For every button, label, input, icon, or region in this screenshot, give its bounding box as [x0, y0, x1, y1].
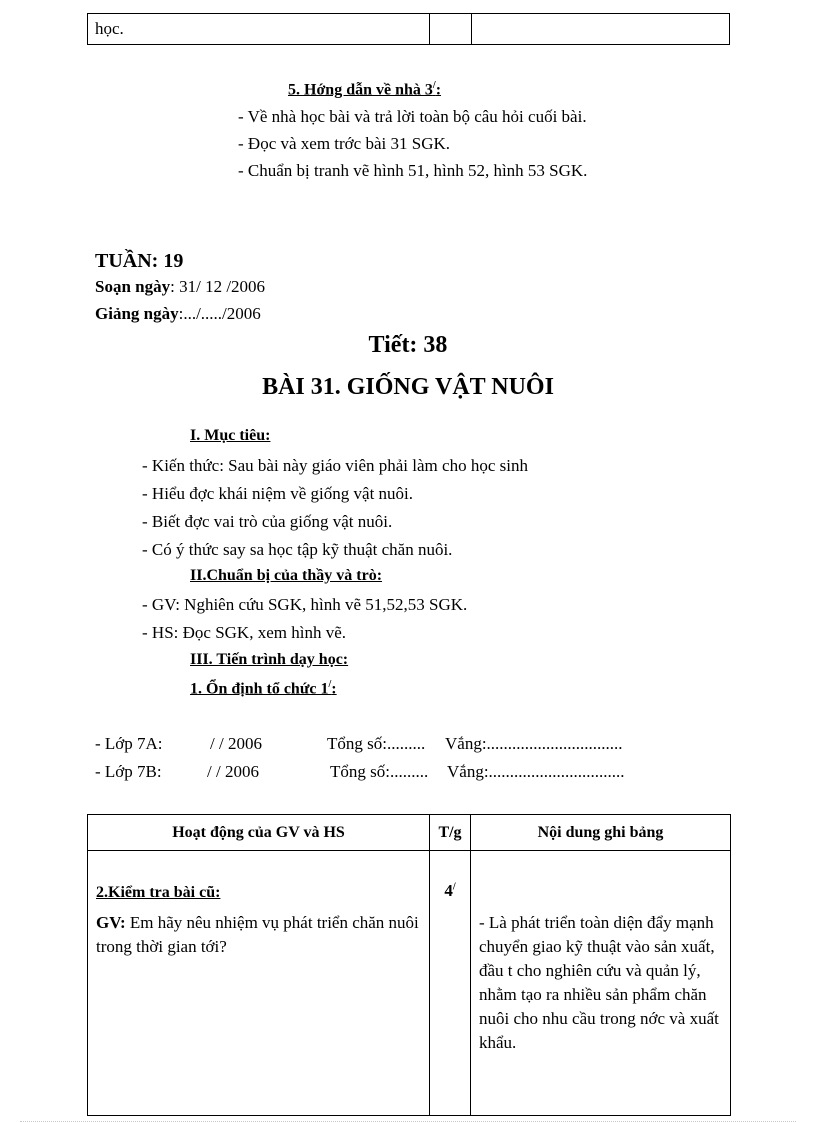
- class-name: - Lớp 7B:: [95, 762, 162, 781]
- lesson-period: Tiết: 38: [368, 332, 448, 358]
- class-absent: Vắng:................................: [445, 734, 623, 753]
- prep-date: [95, 277, 265, 297]
- week-label: TUẦN: 19: [95, 250, 184, 272]
- homework-title-text: 5. Hớng dẫn về nhà 3: [288, 81, 433, 99]
- lesson-title: BÀI 31. GIỐNG VẬT NUÔI: [262, 374, 554, 400]
- objectives-title: I. Mục tiêu:: [190, 427, 271, 444]
- teach-date: [95, 304, 261, 324]
- class-name: - Lớp 7A:: [95, 734, 163, 753]
- preparation-title: II.Chuẩn bị của thầy và trò:: [190, 567, 383, 584]
- review-question: [96, 911, 421, 959]
- header-time: T/g: [430, 815, 471, 851]
- time-value: 4: [444, 881, 453, 900]
- preparation-item: - GV: Nghiên cứu SGK, hình vẽ 51,52,53 SGK.: [142, 595, 468, 614]
- header-content: Nội dung ghi bảng: [471, 815, 731, 851]
- time-cell: [430, 851, 471, 1116]
- top-table-cell-empty: [472, 14, 730, 45]
- homework-item: - Chuẩn bị tranh vẽ hình 51, hình 52, hình 53 SGK.: [238, 161, 588, 180]
- top-table-cell: học.: [88, 14, 430, 45]
- homework-title: [288, 80, 441, 99]
- time-sup: /: [452, 881, 456, 893]
- class-date: / / 2006: [210, 734, 262, 753]
- activity-cell: [88, 851, 430, 1116]
- objective-item: - Có ý thức say sa học tập kỹ thuật chăn nuôi.: [142, 540, 453, 559]
- teach-date-value: :.../...../2006: [178, 304, 261, 323]
- objective-item: - Hiểu đợc khái niệm về giống vật nuôi.: [142, 484, 414, 503]
- content-cell: - Là phát triển toàn diện đẩy mạnh chuyển giao kỹ thuật vào sản xuất, đầu t cho nghiên cứu và quản lý, nhằm tạo ra nhiều sản phẩm chăn nuôi cho nhu cầu trong nớc và xuất khẩu.: [471, 851, 731, 1116]
- table-header-row: [88, 815, 731, 851]
- homework-title-end: :: [435, 81, 442, 99]
- top-table-cell-empty: [430, 14, 472, 45]
- process-subtitle-text: 1. Ổn định tổ chức 1: [190, 680, 329, 698]
- class-total: Tổng số:.........: [327, 734, 426, 753]
- activity-table: [87, 814, 731, 1116]
- header-activity: Hoạt động của GV và HS: [88, 815, 430, 851]
- teach-date-label: Giảng ngày: [95, 304, 179, 323]
- prep-date-label: Soạn ngày: [95, 277, 171, 296]
- process-subtitle-sup: /: [328, 679, 332, 690]
- objective-item: - Biết đợc vai trò của giống vật nuôi.: [142, 512, 393, 531]
- process-subtitle-end: :: [331, 680, 337, 698]
- homework-item: - Về nhà học bài và trả lời toàn bộ câu hỏi cuối bài.: [238, 107, 587, 126]
- prep-date-value: : 31/ 12 /2006: [170, 277, 266, 296]
- top-table-fragment: [87, 13, 730, 45]
- homework-title-sup: /: [432, 80, 436, 91]
- preparation-item: - HS: Đọc SGK, xem hình vẽ.: [142, 623, 346, 642]
- gv-label: GV:: [96, 913, 126, 932]
- class-total: Tổng số:.........: [330, 762, 429, 781]
- class-absent: Vắng:................................: [447, 762, 625, 781]
- process-subtitle: [190, 679, 337, 698]
- process-title: III. Tiến trình dạy học:: [190, 651, 349, 668]
- table-row: [88, 851, 731, 1116]
- objective-item: - Kiến thức: Sau bài này giáo viên phải làm cho học sinh: [142, 456, 528, 475]
- review-title: 2.Kiểm tra bài cũ:: [96, 884, 221, 901]
- question-text: Em hãy nêu nhiệm vụ phát triển chăn nuôi trong thời gian tới?: [96, 913, 419, 956]
- page-bottom-dotted-border: [20, 1121, 796, 1122]
- homework-item: - Đọc và xem trớc bài 31 SGK.: [238, 134, 450, 153]
- class-date: / / 2006: [207, 762, 259, 781]
